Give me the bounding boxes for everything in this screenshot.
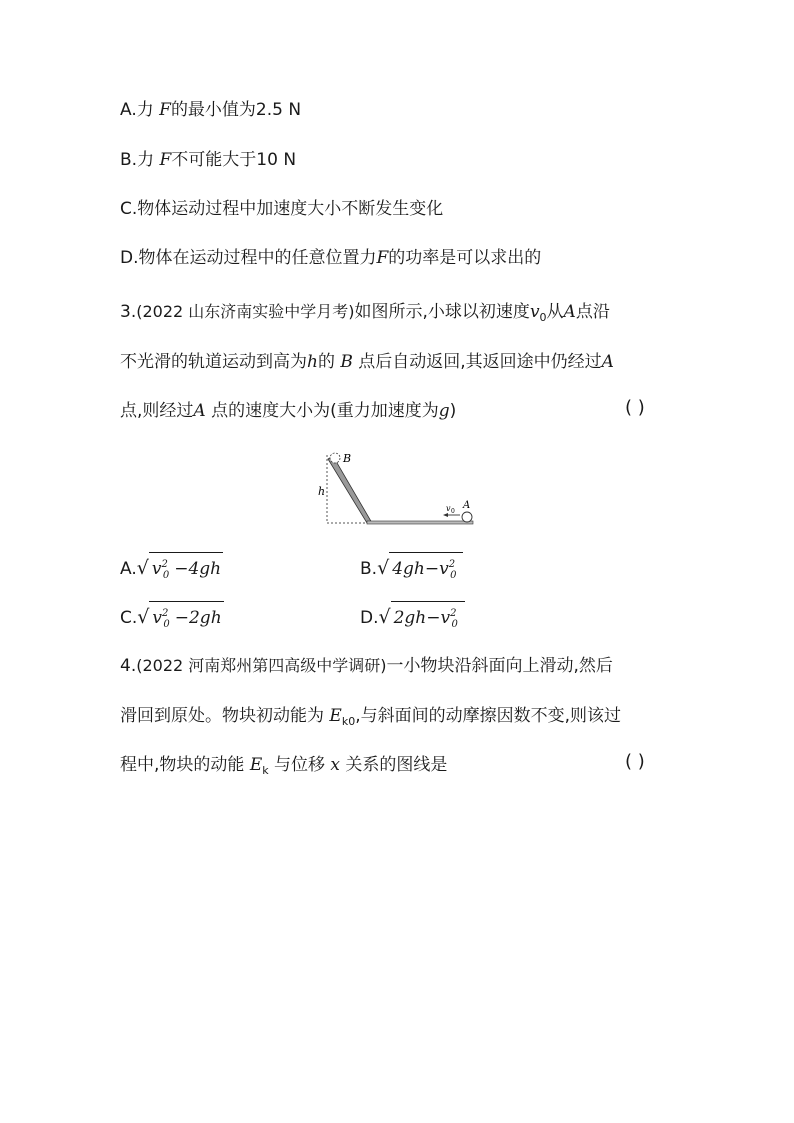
q3-line2-post: 点后自动返回,其返回途中仍经过 — [352, 352, 602, 372]
figure-ball-a — [462, 512, 472, 522]
q3-source: (2022 山东济南实验中学月考) — [136, 302, 355, 321]
q3-option-a-label: A. — [120, 559, 137, 579]
q3-option-a-sub: 0 — [162, 570, 170, 581]
q3-point-a-3: A — [193, 401, 206, 421]
q3-option-a-rest: −4gh — [174, 559, 222, 579]
sqrt-icon: √ — [136, 557, 149, 579]
q3-option-b — [360, 552, 463, 582]
q3-option-b-lead: 4gh− — [392, 559, 440, 579]
q3-option-a-radicand — [149, 552, 223, 582]
figure-label-v-sub: 0 — [451, 508, 455, 515]
q4-answer-paren: ( ) — [625, 751, 645, 772]
q4-source: (2022 河南郑州第四高级中学调研) — [136, 656, 387, 675]
q2-option-b-post: 不可能大于10 N — [171, 150, 297, 170]
q3-line1-from: 从 — [546, 302, 564, 322]
q3-v: v — [529, 302, 540, 322]
q4-ek: E — [249, 755, 263, 775]
q3-option-b-radicand — [389, 552, 463, 582]
q3-v-sub: 0 — [539, 311, 547, 324]
q2-option-b-pre: B.力 — [120, 150, 160, 170]
q2-option-d — [120, 246, 541, 270]
q3-option-d-label: D. — [360, 608, 379, 628]
q2-option-c — [120, 197, 443, 221]
q3-line1-tail: 点沿 — [575, 302, 610, 322]
q3-option-a-v: v — [151, 559, 162, 579]
q3-line2-pre: 不光滑的轨道运动到高为 — [120, 352, 307, 372]
q3-option-d-v: v — [440, 608, 451, 628]
q2-option-a-post: 的最小值为2.5 N — [170, 100, 302, 120]
q2-option-a-pre: A.力 — [120, 100, 160, 120]
q3-line3-post: 点的速度大小为(重力加速度为 — [205, 401, 439, 421]
q3-line-1 — [120, 300, 610, 330]
q4-line3-post: 关系的图线是 — [340, 755, 448, 775]
q4-ek0: E — [329, 706, 342, 726]
q3-line3-pre: 点,则经过 — [120, 401, 194, 421]
q3-option-a-sup: 2 — [161, 559, 168, 570]
q4-line-2 — [120, 704, 621, 734]
q3-option-b-sub: 0 — [450, 570, 457, 581]
q4-number: 4. — [120, 656, 137, 676]
q3-line-2 — [120, 350, 614, 374]
q4-x: x — [330, 755, 341, 775]
q3-point-b: B — [340, 352, 353, 372]
q3-option-c — [120, 601, 224, 631]
sqrt-icon: √ — [377, 557, 390, 579]
q3-h: h — [307, 352, 318, 372]
q3-option-c-rest: −2gh — [174, 608, 222, 628]
q3-option-b-label: B. — [360, 559, 378, 579]
q3-number: 3. — [120, 302, 137, 322]
q4-ek0-sub: k0 — [341, 715, 356, 728]
figure-incline — [328, 456, 372, 523]
figure-velocity-arrowhead — [443, 513, 448, 517]
q4-ek-sub: k — [262, 764, 269, 777]
q3-option-d-sup: 2 — [450, 608, 457, 619]
figure-label-v: v — [446, 504, 451, 513]
figure-label-b: B — [343, 452, 352, 465]
sqrt-icon: √ — [137, 606, 150, 628]
q3-line2-mid: 的 — [317, 352, 341, 372]
q3-option-d-lead: 2gh− — [393, 608, 441, 628]
q3-option-c-radicand — [149, 601, 223, 631]
q3-option-d-radicand — [391, 601, 465, 631]
q3-option-c-v: v — [152, 608, 162, 628]
q4-line-3 — [120, 753, 447, 783]
q3-close: ) — [449, 401, 457, 421]
q3-line1-text: 如图所示,小球以初速度 — [354, 302, 530, 322]
q2-option-d-post: 的功率是可以求出的 — [388, 248, 542, 268]
q4-line3-pre: 程中,物块的动能 — [120, 755, 250, 775]
q3-option-d — [360, 601, 465, 631]
figure-track — [367, 521, 473, 524]
q3-point-a-2: A — [601, 352, 614, 372]
q3-option-b-sup: 2 — [448, 559, 456, 570]
q3-g: g — [438, 401, 450, 421]
q3-answer-paren: ( ) — [625, 397, 645, 418]
q3-option-c-sub: 0 — [163, 619, 170, 630]
q4-line2-post: ,与斜面间的动摩擦因数不变,则该过 — [355, 706, 622, 726]
q2-option-d-pre: D.物体在运动过程中的任意位置力 — [120, 248, 377, 268]
q2-option-d-var: F — [376, 248, 389, 268]
q2-option-a — [120, 98, 301, 122]
q3-option-b-v: v — [439, 559, 449, 579]
q3-option-c-sup: 2 — [162, 608, 169, 619]
q3-option-a — [120, 552, 223, 582]
q4-line3-mid: 与位移 — [268, 755, 331, 775]
q3-point-a: A — [563, 302, 576, 322]
q2-option-a-var: F — [159, 100, 171, 120]
q3-line-3 — [120, 399, 456, 423]
q2-option-b — [120, 148, 296, 172]
q2-option-c-text: C.物体运动过程中加速度大小不断发生变化 — [120, 199, 444, 219]
q4-line2-pre: 滑回到原处。物块初动能为 — [120, 706, 330, 726]
q2-option-b-var: F — [159, 150, 172, 170]
q3-figure — [300, 445, 490, 535]
sqrt-icon: √ — [378, 606, 391, 628]
figure-label-h: h — [318, 485, 326, 498]
q3-option-d-sub: 0 — [451, 619, 458, 630]
figure-label-a: A — [463, 500, 471, 511]
q4-line-1 — [120, 654, 613, 678]
figure-ball-b — [330, 453, 340, 463]
q3-option-c-label: C. — [120, 608, 138, 628]
q4-line1-text: 一小物块沿斜面向上滑动,然后 — [386, 656, 613, 676]
